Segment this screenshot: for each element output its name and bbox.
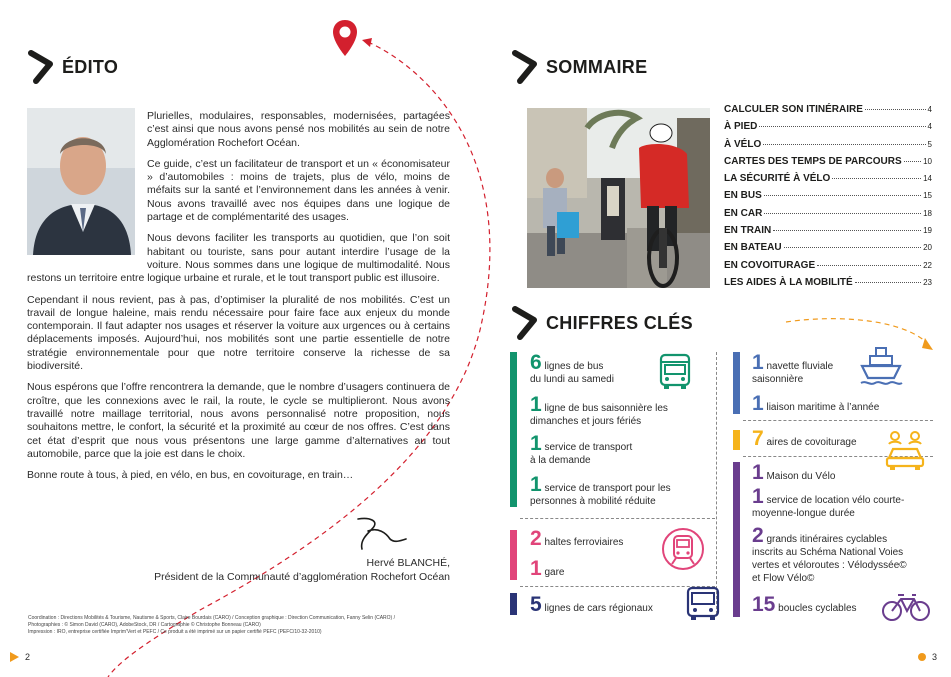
edito-paragraph: Nous espérons que l’offre rencontrera la demande, que le nombre d’usagers continuera de croître, que les connexions avec le rail, la route, le cycle se multiplieront. Nous avons travaillé notre maillage territorial, nous avons personnalisé notre proposition, nous souhaitons mettre, le confort, la sécurité et la proximité au cœur de nos offres. C’est dans cet état d’esprit que nous vous présentons une large gamme d’alternatives au tout automobile, parce que la joie est dans le choix. xyxy=(27,381,450,460)
toc-leader xyxy=(832,178,921,179)
toc-leader xyxy=(764,213,921,214)
figure-number: 7 xyxy=(752,427,764,450)
edito-body xyxy=(27,110,450,490)
figure-item: 1 gare xyxy=(530,557,565,580)
page-number-right: 3 xyxy=(918,652,937,662)
bike-category-bar xyxy=(733,462,740,617)
toc-entry-page: 14 xyxy=(923,174,932,184)
figure-item: 1 service de location vélo courte- moyenne-longue durée xyxy=(752,485,905,519)
chevron-right-icon xyxy=(512,306,538,340)
edito-paragraph: Bonne route à tous, à pied, en vélo, en bus, en covoiturage, en train… xyxy=(27,469,354,482)
figure-number: 1 xyxy=(752,485,764,508)
toc-entry-page: 5 xyxy=(927,139,932,149)
triangle-icon xyxy=(10,652,19,662)
toc-entry[interactable] xyxy=(724,190,932,207)
credits-line: Impression : IRO, entreprise certifiée Imprim'Vert et PEFC / Ce produit a été imprimé sur un papier certifié PEFC (PEFC/10-32-2010) xyxy=(28,629,322,635)
toc-entry-label: EN COVOITURAGE xyxy=(724,259,816,271)
toc-entry-label: CARTES DES TEMPS DE PARCOURS xyxy=(724,155,902,167)
map-pin-icon xyxy=(331,18,359,58)
credits xyxy=(28,615,458,636)
toc-leader xyxy=(763,144,925,145)
train-category-bar xyxy=(510,530,517,580)
toc-entry[interactable] xyxy=(724,121,932,138)
bus-category-bar xyxy=(510,352,517,507)
sommaire-title: SOMMAIRE xyxy=(546,56,648,77)
toc-leader xyxy=(904,161,921,162)
figure-item: 7 aires de covoiturage xyxy=(752,427,857,450)
edito-heading xyxy=(28,50,118,84)
toc-entry[interactable] xyxy=(724,156,932,173)
figure-item: 1 service de transport à la demande xyxy=(530,432,633,466)
toc-entry-page: 15 xyxy=(923,191,932,201)
credits-line: Coordination : Directions Mobilités & Tourisme, Nautisme & Sports, Claire Bourdais (CARO) / Conception graphique : Direction Communication, Fanny Selin (CARO) / xyxy=(28,615,395,621)
toc-entry-page: 19 xyxy=(923,226,932,236)
edito-paragraph: Plurielles, modulaires, responsables, modernisées, partagées c’est ainsi que nous avons pensé nos mobilités au sein de notre Agglomération Rochefort Océan. xyxy=(147,110,450,149)
figure-item: 15 boucles cyclables xyxy=(752,593,857,616)
table-of-contents xyxy=(724,104,932,294)
toc-entry-label: EN BATEAU xyxy=(724,242,782,254)
edito-paragraph: Cependant il nous revient, pas à pas, d’optimiser la pluralité de nos mobilités. C’est un travail de longue haleine, mais rendu nécessaire pour faire face aux enjeux du monde contemporain. Il faut adapter nos usages et réserver la voiture aux urgences ou à certains déplacements imposés. Aujourd’hui, nos mobilités sont une partie essentielle de notre stratégie environnementale pour que notre territoire conserve la richesse de sa biodiversité. xyxy=(27,293,450,373)
toc-entry-page: 23 xyxy=(923,277,932,287)
bus-icon xyxy=(655,352,695,392)
signatory-title: Président de la Communauté d’agglomération Rochefort Océan xyxy=(154,571,450,583)
figure-item: 1 ligne de bus saisonnière les dimanches et jours fériés xyxy=(530,393,668,427)
toc-entry[interactable] xyxy=(724,277,932,294)
figure-number: 2 xyxy=(530,527,542,550)
sommaire-heading xyxy=(512,50,647,84)
carpool-icon xyxy=(883,428,927,474)
toc-leader xyxy=(773,230,921,231)
toc-entry-page: 22 xyxy=(923,260,932,270)
figure-number: 1 xyxy=(530,557,542,580)
figure-number: 1 xyxy=(752,392,764,415)
dot-icon xyxy=(918,653,926,661)
toc-entry-label: EN BUS xyxy=(724,190,762,202)
toc-leader xyxy=(759,126,925,127)
figure-number: 1 xyxy=(752,351,764,374)
bicycle-icon xyxy=(881,592,931,622)
car-category-bar xyxy=(510,593,517,615)
toc-leader xyxy=(817,265,921,266)
toc-entry-page: 20 xyxy=(923,243,932,253)
toc-entry-page: 4 xyxy=(927,105,932,114)
coach-icon xyxy=(683,584,723,624)
toc-entry-page: 18 xyxy=(923,208,932,218)
figure-item: 1 liaison maritime à l’année xyxy=(752,392,880,415)
handwritten-signature xyxy=(350,515,410,553)
train-icon xyxy=(661,527,705,571)
toc-entry[interactable] xyxy=(724,139,932,156)
cyclist-photo xyxy=(527,108,710,288)
signatory xyxy=(130,556,450,584)
toc-entry-label: À VÉLO xyxy=(724,138,762,150)
divider xyxy=(743,420,933,421)
figure-item: 2 grands itinéraires cyclables inscrits au Schéma National Voies vertes et véloroutes : Vélodyssée© et Flow Vélo© xyxy=(752,524,907,584)
toc-leader xyxy=(764,195,921,196)
toc-leader xyxy=(784,247,922,248)
toc-entry-label: LA SÉCURITÉ À VÉLO xyxy=(724,173,831,185)
boat-category-bar xyxy=(733,352,740,414)
figure-item: 1 Maison du Vélo xyxy=(752,461,836,484)
signatory-name: Hervé BLANCHÉ, xyxy=(366,557,450,569)
figure-number: 1 xyxy=(530,473,542,496)
figure-number: 15 xyxy=(752,593,776,616)
boat-icon xyxy=(858,344,904,390)
figure-item: 6 lignes de bus du lundi au samedi xyxy=(530,351,614,385)
carpool-category-bar xyxy=(733,430,740,450)
edito-title: ÉDITO xyxy=(62,56,119,77)
toc-entry-page: 10 xyxy=(923,156,932,166)
toc-leader xyxy=(865,109,926,110)
edito-paragraph: Nous devons faciliter les transports au quotidien, que l’on soit habitant ou touriste, sans pour autant interdire l’usage de la voiture. Nous sommes dans une logique de multimodalité. Nous restons un territoire entre logique urbaine et rurale, et le tout transport public est illusoire. xyxy=(27,232,450,285)
figure-item: 5 lignes de cars régionaux xyxy=(530,593,653,616)
toc-entry[interactable] xyxy=(724,260,932,277)
chiffres-heading xyxy=(512,306,693,340)
toc-entry-label: À PIED xyxy=(724,121,758,133)
chevron-right-icon xyxy=(512,50,538,84)
chiffres-title: CHIFFRES CLÉS xyxy=(546,312,693,333)
figure-number: 1 xyxy=(530,393,542,416)
figure-number: 1 xyxy=(530,432,542,455)
toc-entry-label: CALCULER SON ITINÉRAIRE xyxy=(724,104,863,115)
divider xyxy=(716,352,717,614)
divider xyxy=(520,518,715,519)
toc-entry[interactable] xyxy=(724,104,932,121)
figure-number: 1 xyxy=(752,461,764,484)
toc-entry-label: EN TRAIN xyxy=(724,225,772,237)
toc-entry[interactable] xyxy=(724,225,932,242)
figure-item: 1 service de transport pour les personnes à mobilité réduite xyxy=(530,473,671,507)
toc-entry-label: EN CAR xyxy=(724,207,763,219)
toc-entry[interactable] xyxy=(724,208,932,225)
figure-number: 6 xyxy=(530,351,542,374)
credits-line: Photographies : © Simon David (CARO), AdobeStock, DR / Cartographie © Christophe Bonneau (CARO) xyxy=(28,622,261,628)
figure-item: 1 navette fluviale saisonnière xyxy=(752,351,834,385)
chevron-right-icon xyxy=(28,50,54,84)
figure-number: 2 xyxy=(752,524,764,547)
toc-entry-label: LES AIDES À LA MOBILITÉ xyxy=(724,276,853,288)
page-number-left: 2 xyxy=(10,652,30,662)
toc-entry-page: 4 xyxy=(927,122,932,132)
edito-paragraph: Ce guide, c’est un facilitateur de transport et un « économisateur » d’automobiles : moins de trajets, plus de vélo, moins de méfaits sur la santé et l’environnement dans les années à venir. Nous avons travaillé avec nos équipes dans une logique de partage et de complémentarité des usages. xyxy=(147,157,450,224)
figure-item: 2 haltes ferroviaires xyxy=(530,527,624,550)
figure-number: 5 xyxy=(530,593,542,616)
toc-leader xyxy=(855,282,921,283)
toc-entry[interactable] xyxy=(724,173,932,190)
toc-entry[interactable] xyxy=(724,242,932,259)
